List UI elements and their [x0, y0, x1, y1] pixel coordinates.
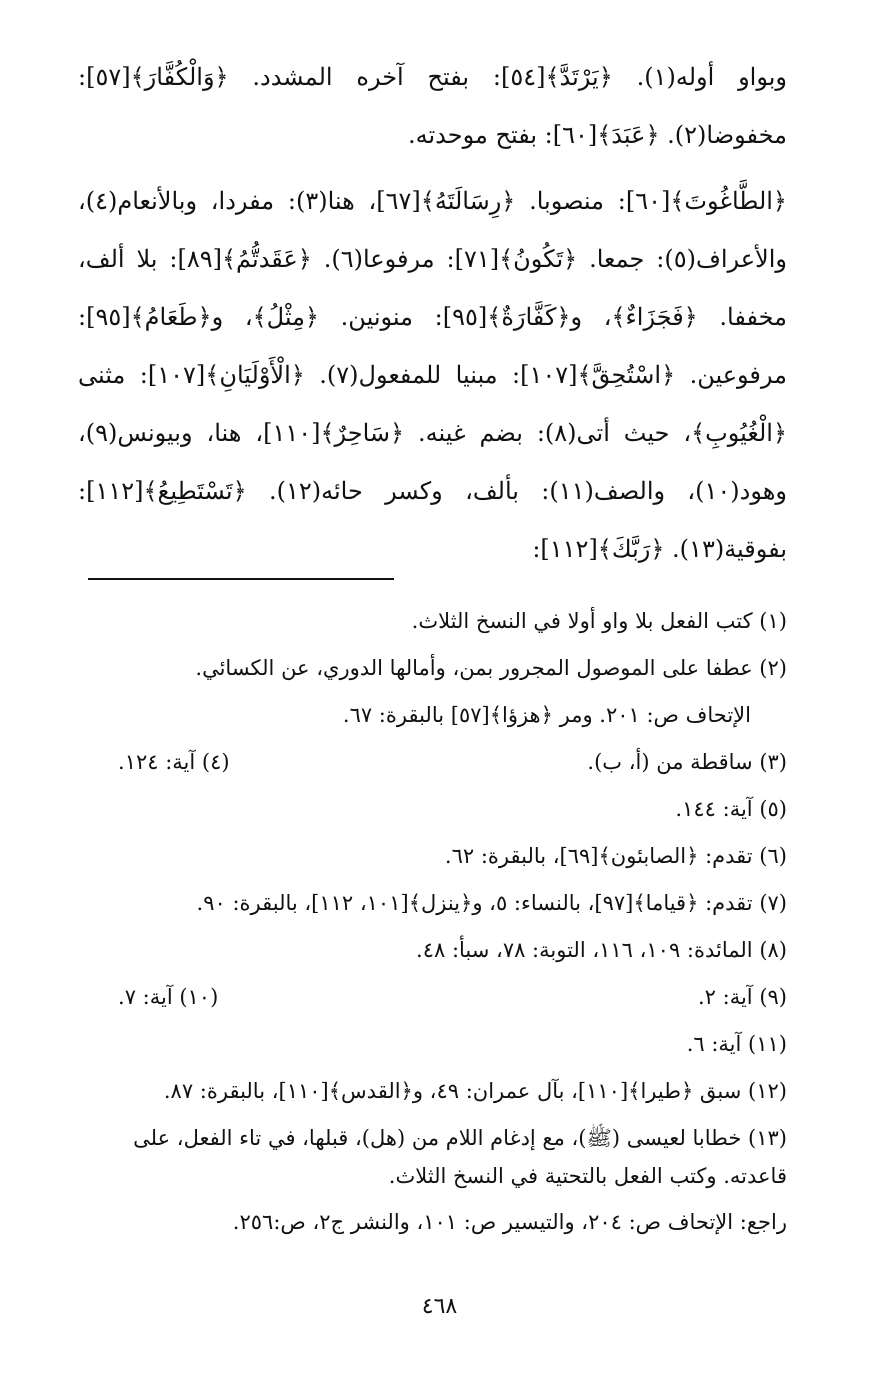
page-number: ٤٦٨ [421, 1294, 458, 1319]
footnote: (١) كتب الفعل بلا واو أولا في النسخ الثلاث. [411, 609, 787, 633]
footnote: (٨) المائدة: ١٠٩، ١١٦، التوبة: ٧٨، سبأ: ٤٨. [416, 938, 787, 962]
main-paragraph: ﴿الطَّاغُوتَ﴾[٦٠]: منصوبا. ﴿رِسَالَتَهُ﴾[٦٧]، هنا(٣): مفردا، وبالأنعام(٤)، والأعراف(٥): جمعا. ﴿تَكُونُ﴾[٧١]: مرفوعا(٦). ﴿عَقَدتُّمُ﴾[٨٩]: بلا ألف، مخففا. ﴿فَجَزَاءٌ﴾، و﴿كَفَّارَةٌ﴾[٩٥]: منونين. ﴿مِثْلُ﴾، و﴿طَعَامُ﴾[٩٥]: مرفوعين. ﴿اسْتُحِقَّ﴾[١٠٧]: مبنيا للمفعول(٧). ﴿الْأَوْلَيَانِ﴾[١٠٧]: مثنى ﴿الْغُيُوبِ﴾، حيث أتى(٨): بضم غينه. ﴿سَاحِرٌ﴾[١١٠]، هنا، وبيونس(٩)، وهود(١٠)، والصف(١١): بألف، وكسر حائه(١٢). ﴿تَسْتَطِيعُ﴾[١١٢]: بفوقية(١٣). ﴿رَبَّكَ﴾[١١٢]: [78, 187, 788, 563]
footnote-pair [78, 739, 787, 786]
footnote: (٤) آية: ١٢٤. [118, 750, 230, 774]
footnote-separator [88, 578, 394, 580]
footnote-pair [78, 974, 787, 1021]
footnote: (٩) آية: ٢. [697, 985, 787, 1009]
footnote: (٧) تقدم: ﴿قياما﴾[٩٧]، بالنساء: ٥، و﴿ينزل﴾[١٠١، ١١٢]، بالبقرة: ٩٠. [196, 891, 787, 915]
footnote: (٣) ساقطة من (أ، ب). [587, 750, 787, 774]
footnote: (١٠) آية: ٧. [118, 985, 219, 1009]
footnotes [78, 598, 787, 1246]
footnote-reference: راجع: الإتحاف ص: ٢٠٤، والتيسير ص: ١٠١، والنشر ج٢، ص:٢٥٦. [232, 1210, 787, 1234]
footnote-continuation: الإتحاف ص: ٢٠١. ومر ﴿هزؤا﴾[٥٧] بالبقرة: ٦٧. [342, 703, 751, 727]
main-text [78, 48, 787, 578]
footnote: (١١) آية: ٦. [686, 1032, 787, 1056]
main-paragraph: وبواو أوله(١). ﴿يَرْتَدَّ﴾[٥٤]: بفتح آخره المشدد. ﴿وَالْكُفَّارَ﴾[٥٧]: مخفوضا(٢). ﴿عَبَدَ﴾[٦٠]: بفتح موحدته. [78, 63, 787, 149]
footnote: (١٣) خطابا لعيسى (ﷺ)، مع إدغام اللام من (هل)، قبلها، في تاء الفعل، على قاعدته. وكتب الفعل بالتحتية في النسخ الثلاث. [133, 1126, 787, 1188]
footnote: (١٢) سبق ﴿طيرا﴾[١١٠]، بآل عمران: ٤٩، و﴿القدس﴾[١١٠]، بالبقرة: ٨٧. [163, 1079, 787, 1103]
footnote: (٦) تقدم: ﴿الصابئون﴾[٦٩]، بالبقرة: ٦٢. [444, 844, 787, 868]
footnote: (٢) عطفا على الموصول المجرور بمن، وأمالها الدوري، عن الكسائي. [195, 656, 787, 680]
footnote: (٥) آية: ١٤٤. [675, 797, 787, 821]
